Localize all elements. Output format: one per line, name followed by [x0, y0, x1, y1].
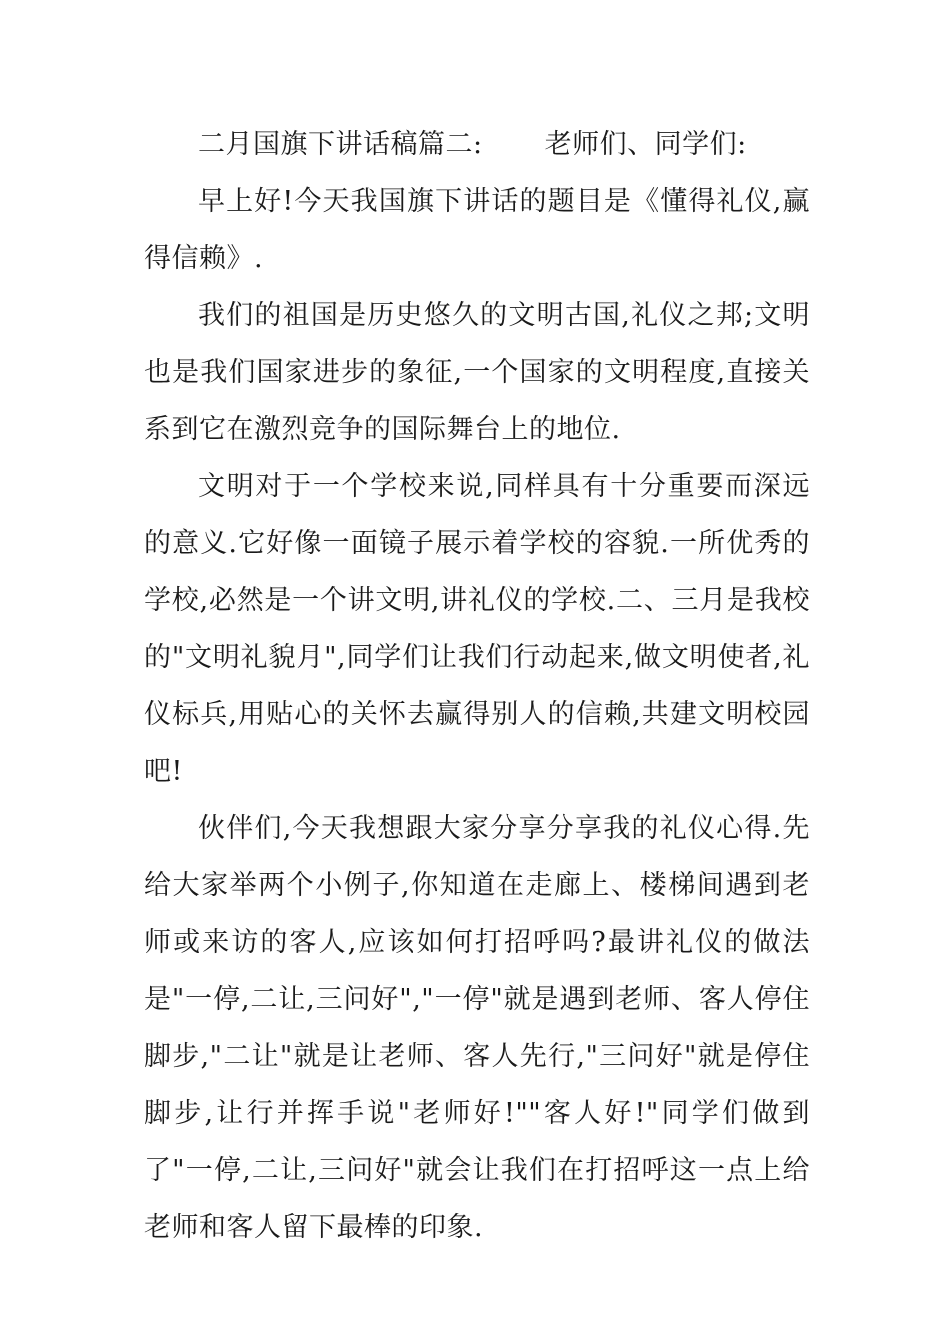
speech-heading — [144, 116, 810, 173]
paragraph-motherland: 我们的祖国是历史悠久的文明古国,礼仪之邦;文明也是我们国家进步的象征,一个国家的文明程度,直接关系到它在激烈竞争的国际舞台上的地位. — [144, 300, 810, 445]
speech-title: 二月国旗下讲话稿篇二: — [198, 129, 483, 160]
paragraph-school: 文明对于一个学校来说,同样具有十分重要而深远的意义.它好像一面镜子展示着学校的容貌.一所优秀的学校,必然是一个讲文明,讲礼仪的学校.二、三月是我校的"文明礼貌月",同学们让我们行动起来,做文明使者,礼仪标兵,用贴心的关怀去赢得别人的信赖,共建文明校园吧! — [144, 471, 810, 787]
paragraph-greeting: 早上好!今天我国旗下讲话的题目是《懂得礼仪,赢得信赖》. — [144, 186, 810, 274]
speech-body — [144, 116, 810, 1256]
paragraph-etiquette-example: 伙伴们,今天我想跟大家分享分享我的礼仪心得.先给大家举两个小例子,你知道在走廊上、楼梯间遇到老师或来访的客人,应该如何打招呼吗?最讲礼仪的做法是"一停,二让,三问好","一停"就是遇到老师、客人停住脚步,"二让"就是让老师、客人先行,"三问好"就是停住脚步,让行并挥手说"老师好!""客人好!"同学们做到了"一停,二让,三问好"就会让我们在打招呼这一点上给老师和客人留下最棒的印象. — [144, 813, 810, 1243]
speech-salutation: 老师们、同学们: — [544, 129, 747, 160]
